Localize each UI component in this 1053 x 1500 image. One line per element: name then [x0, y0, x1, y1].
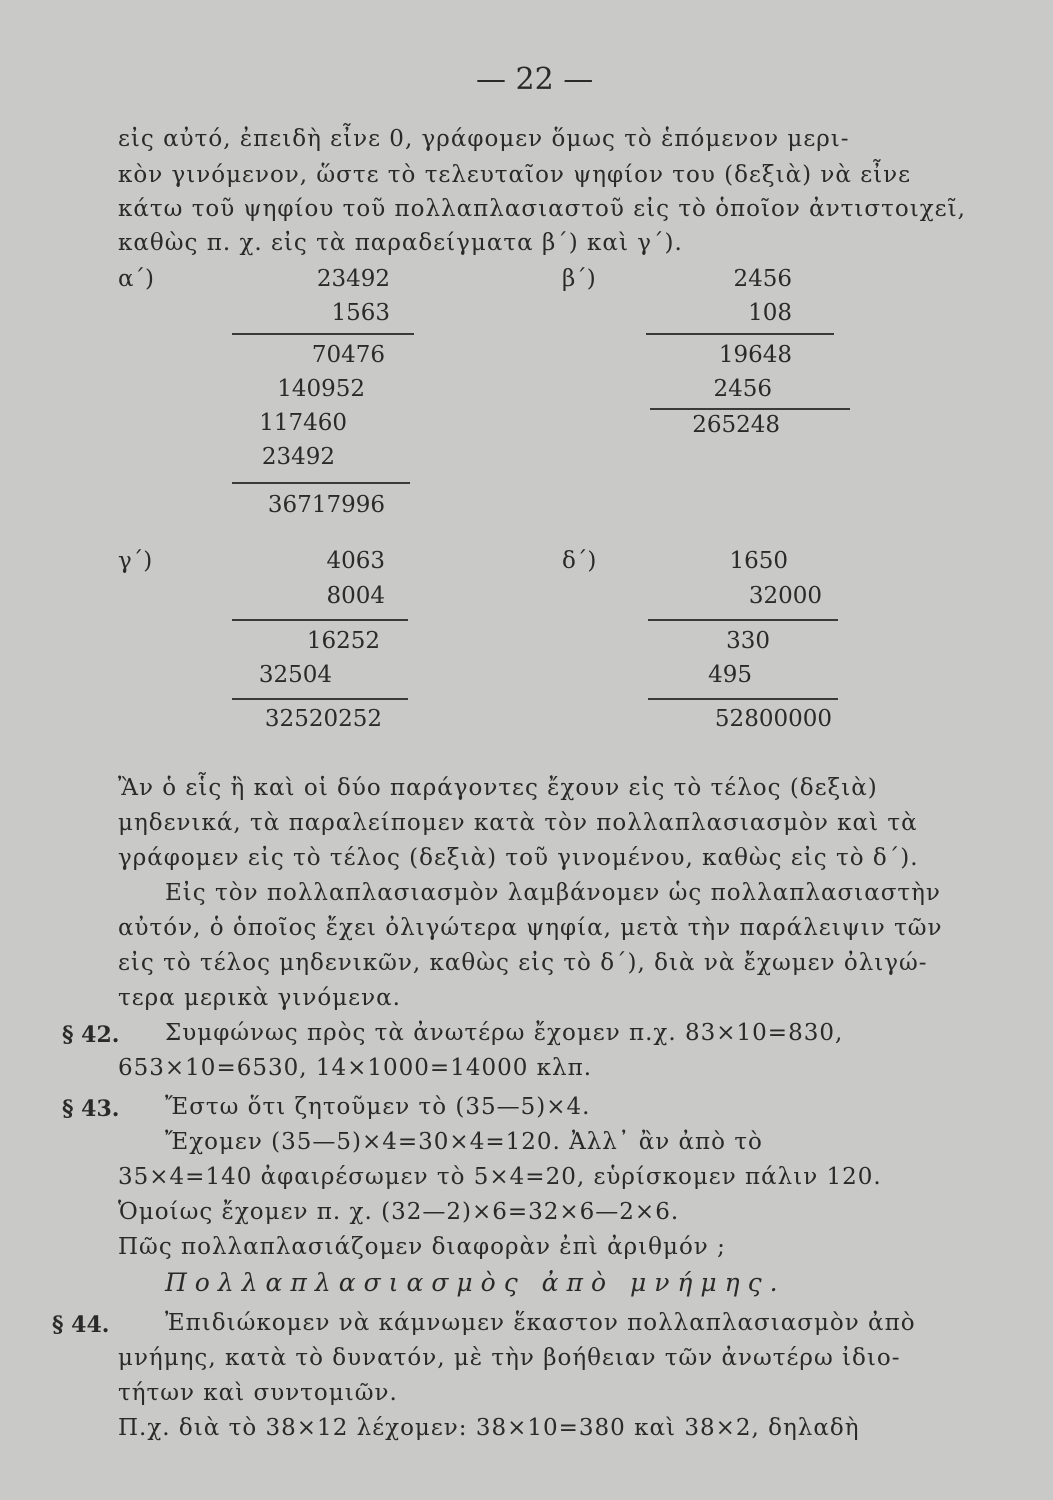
example-label: β΄): [562, 266, 596, 292]
rule-line: [232, 698, 408, 700]
partial-product: 2456: [713, 376, 772, 402]
section-number: § 44.: [52, 1312, 110, 1338]
text-line: Ἔχομεν (35—5)×4=30×4=120. Ἀλλ᾽ ἂν ἀπὸ τὸ: [165, 1129, 763, 1155]
text-line: αὐτόν, ὁ ὁποῖος ἔχει ὀλιγώτερα ψηφία, μετὰ τὴν παράλειψιν τῶν: [118, 915, 943, 941]
text-line: καθὼς π. χ. εἰς τὰ παραδείγματα β΄) καὶ γ΄).: [118, 230, 683, 256]
text-line: Πῶς πολλαπλασιάζομεν διαφορὰν ἐπὶ ἀριθμόν ;: [118, 1234, 726, 1260]
text-line: 35×4=140 ἀφαιρέσωμεν τὸ 5×4=20, εὑρίσκομεν πάλιν 120.: [118, 1164, 882, 1190]
page-number: — 22 —: [476, 62, 594, 97]
example-label: γ΄): [118, 548, 153, 574]
partial-product: 140952: [277, 376, 365, 402]
section-number: § 42.: [62, 1022, 120, 1048]
factor: 2456: [733, 266, 792, 292]
text-line: εἰς τὸ τέλος μηδενικῶν, καθὼς εἰς τὸ δ΄), διὰ νὰ ἔχωμεν ὀλιγώ-: [118, 950, 928, 976]
factor: 1563: [331, 300, 390, 326]
text-line: κὸν γινόμενον, ὥστε τὸ τελευταῖον ψηφίον του (δεξιὰ) νὰ εἶνε: [118, 162, 912, 188]
text-line: γράφομεν εἰς τὸ τέλος (δεξιὰ) τοῦ γινομένου, καθὼς εἰς τὸ δ΄).: [118, 845, 919, 871]
text-line: Ἔστω ὅτι ζητοῦμεν τὸ (35—5)×4.: [165, 1094, 591, 1120]
partial-product: 19648: [718, 342, 792, 368]
product-result: 36717996: [267, 492, 385, 518]
example-label: δ΄): [562, 548, 597, 574]
text-line: Π.χ. διὰ τὸ 38×12 λέχομεν: 38×10=380 καὶ 38×2, δηλαδὴ: [118, 1415, 860, 1441]
text-line: Ἂν ὁ εἷς ἢ καὶ οἱ δύο παράγοντες ἔχουν εἰς τὸ τέλος (δεξιὰ): [118, 775, 878, 801]
text-line: εἰς αὐτό, ἐπειδὴ εἶνε 0, γράφομεν ὅμως τὸ ἑπόμενον μερι-: [118, 126, 850, 152]
rule-line: [232, 482, 410, 484]
text-line: Εἰς τὸν πολλαπλασιασμὸν λαμβάνομεν ὡς πολλαπλασιαστὴν: [165, 880, 941, 906]
text-line: μνήμης, κατὰ τὸ δυνατόν, μὲ τὴν βοήθειαν τῶν ἀνωτέρω ἰδιο-: [118, 1345, 901, 1371]
text-line: 653×10=6530, 14×1000=14000 κλπ.: [118, 1055, 593, 1081]
product-result: 52800000: [714, 706, 832, 732]
partial-product: 32504: [258, 662, 332, 688]
factor: 1650: [729, 548, 788, 574]
partial-product: 16252: [306, 628, 380, 654]
text-line: κάτω τοῦ ψηφίου τοῦ πολλαπλασιαστοῦ εἰς τὸ ὁποῖον ἀντιστοιχεῖ,: [118, 196, 966, 222]
partial-product: 23492: [261, 444, 335, 470]
factor: 108: [748, 300, 792, 326]
rule-line: [648, 619, 838, 621]
rule-line: [232, 619, 408, 621]
factor: 4063: [326, 548, 385, 574]
factor: 8004: [326, 583, 385, 609]
partial-product: 117460: [259, 410, 347, 436]
text-line: Ἐπιδιώκομεν νὰ κάμνωμεν ἕκαστον πολλαπλασιασμὸν ἀπὸ: [165, 1310, 916, 1336]
text-line: Συμφώνως πρὸς τὰ ἀνωτέρω ἔχομεν π.χ. 83×10=830,: [165, 1020, 844, 1046]
text-line: τερα μερικὰ γινόμενα.: [118, 985, 401, 1011]
rule-line: [650, 408, 850, 410]
rule-line: [648, 698, 838, 700]
product-result: 32520252: [264, 706, 382, 732]
rule-line: [646, 333, 834, 335]
text-line: μηδενικά, τὰ παραλείπομεν κατὰ τὸν πολλαπλασιασμὸν καὶ τὰ: [118, 810, 918, 836]
text-line: τήτων καὶ συντομιῶν.: [118, 1380, 398, 1406]
partial-product: 330: [726, 628, 770, 654]
product-result: 265248: [692, 412, 780, 438]
text-line: Ὁμοίως ἔχομεν π. χ. (32—2)×6=32×6—2×6.: [118, 1199, 680, 1225]
section-heading: Πολλαπλασιασμὸς ἀπὸ μνήμης.: [165, 1268, 786, 1297]
factor: 32000: [748, 583, 822, 609]
section-number: § 43.: [62, 1096, 120, 1122]
rule-line: [232, 333, 414, 335]
factor: 23492: [316, 266, 390, 292]
partial-product: 495: [708, 662, 752, 688]
example-label: α΄): [118, 266, 155, 292]
partial-product: 70476: [311, 342, 385, 368]
